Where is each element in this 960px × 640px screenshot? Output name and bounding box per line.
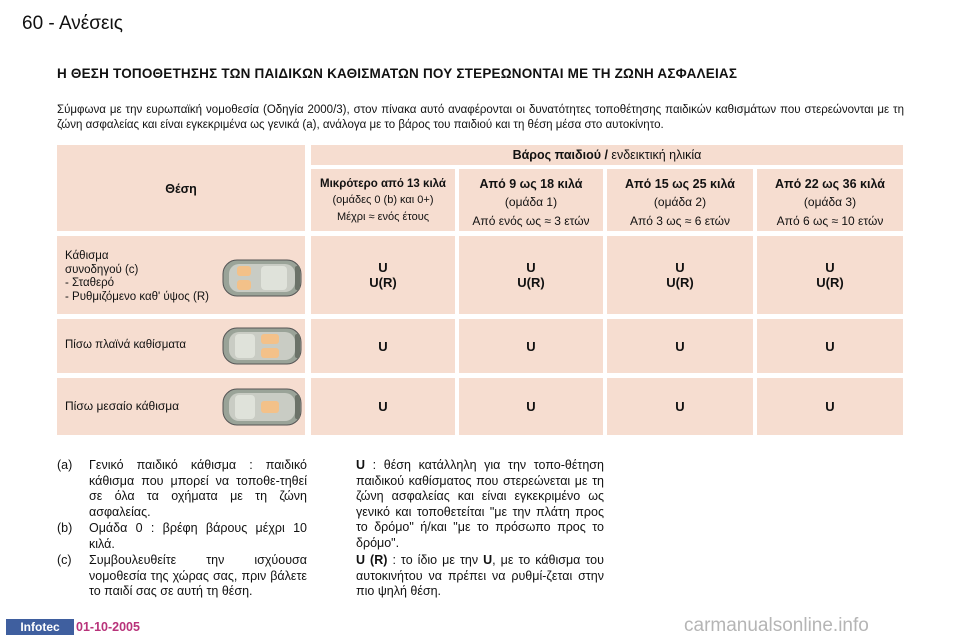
cell-value: U: [378, 338, 388, 354]
column-age: Από 6 ως ≈ 10 ετών: [776, 214, 884, 228]
column-header-0: [311, 169, 455, 231]
cell-value: U: [825, 338, 835, 354]
footnote-mark: (c): [57, 553, 72, 567]
legend-u-symbol: U: [356, 458, 366, 472]
column-title: Από 9 ως 18 κιλά: [479, 177, 583, 191]
footnote-mark: (b): [57, 521, 73, 535]
footer-date: 01-10-2005: [76, 620, 140, 634]
footnote-text: Συμβουλευθείτε την ισχύουσα νομοθεσία της χώρας σας, πριν βάλετε το παιδί σας σε αυτή τη θέση.: [89, 553, 307, 598]
section-title: Η ΘΕΣΗ ΤΟΠΟΘΕΤΗΣΗΣ ΤΩΝ ΠΑΙΔΙΚΩΝ ΚΑΘΙΣΜΑΤΩΝ ΠΟΥ ΣΤΕΡΕΩΝΟΝΤΑΙ ΜΕ ΤΗ ΖΩΝΗ ΑΣΦΑΛΕΙΑΣ: [57, 66, 738, 81]
column-group: (ομάδα 2): [653, 195, 707, 209]
legend-u-text: : θέση κατάλληλη για την τοπο-θέτηση παιδικού καθίσματος που στερεώνεται με τη ζώνη ασφαλείας και είναι εγκεκριμένο ως γενικό και τοποθετείται "με την πλάτη προς το δρόμο" ή/και "με το πρόσωπο προς το δρόμο".: [356, 458, 604, 550]
cell-rear-side-2: [607, 319, 753, 373]
cell-value-r: U(R): [816, 275, 844, 290]
car-front-seat-icon: [221, 256, 303, 300]
column-title: Από 22 ως 36 κιλά: [775, 177, 885, 191]
cell-rear-side-1: [459, 319, 603, 373]
car-rear-middle-seat-icon: [221, 385, 303, 429]
row-label-line: Πίσω μεσαίο κάθισμα: [65, 399, 180, 413]
row-label-line: Κάθισμα: [65, 250, 109, 262]
cell-value-r: U(R): [369, 275, 397, 290]
column-age: Μέχρι ≈ ενός έτους: [336, 211, 430, 223]
cell-front-passenger-3: [757, 236, 903, 314]
infotec-logo: Infotec: [6, 619, 74, 635]
column-group: (ομάδες 0 (b) και 0+): [332, 194, 434, 206]
column-header-3: [757, 169, 903, 231]
cell-value: U: [526, 399, 536, 414]
column-group: (ομάδα 3): [803, 195, 857, 209]
legend-ur-text-b: , με το κάθισμα του αυτοκινήτου να πρέπει να ρυθμί-ζεται στην πιο ψηλή θέση.: [356, 553, 604, 598]
weight-header-cell: [311, 145, 903, 165]
footnote-text: Γενικό παιδικό κάθισμα : παιδικό κάθισμα που μπορεί να τοποθε-τηθεί σε όλα τα οχήματα με τη ζώνη ασφαλείας.: [89, 458, 307, 519]
row-label-front-passenger: [57, 236, 305, 314]
cell-rear-middle-0: [311, 378, 455, 435]
cell-value-r: U(R): [666, 275, 694, 290]
cell-value: U: [378, 260, 388, 275]
row-label-line: - Σταθερό: [65, 277, 115, 289]
footnote-c: [57, 553, 307, 600]
cell-value: U: [825, 260, 835, 275]
cell-rear-middle-1: [459, 378, 603, 435]
cell-value-r: U(R): [517, 275, 545, 290]
cell-value: U: [675, 260, 685, 275]
cell-value: U: [675, 338, 685, 354]
position-header: Θέση: [165, 182, 197, 196]
cell-value: U: [526, 338, 536, 354]
legend-u: [356, 458, 604, 551]
cell-value: U: [526, 260, 536, 275]
cell-value: U: [378, 399, 388, 414]
cell-rear-middle-2: [607, 378, 753, 435]
row-label-line: συνοδηγού (c): [65, 263, 139, 276]
row-label-line: - Ρυθμιζόμενο καθ' ύψος (R): [65, 290, 209, 303]
legend-ur: [356, 553, 604, 600]
weight-header-bold: Βάρος παιδιού /: [512, 148, 608, 162]
column-group: (ομάδα 1): [504, 195, 558, 209]
column-age: Από ενός ως ≈ 3 ετών: [472, 214, 590, 228]
footnote-mark: (a): [57, 458, 73, 472]
cell-rear-middle-3: [757, 378, 903, 435]
legend: [356, 458, 604, 600]
column-title: Από 15 ως 25 κιλά: [625, 177, 735, 191]
row-label-rear-middle: [57, 378, 305, 435]
row-label-line: Πίσω πλαϊνά καθίσματα: [65, 339, 187, 351]
footnotes: [57, 458, 307, 601]
column-header-1: [459, 169, 603, 231]
weight-header-rest: ενδεικτική ηλικία: [611, 148, 702, 162]
column-age: Από 3 ως ≈ 6 ετών: [629, 214, 730, 228]
column-title: Μικρότερο από 13 κιλά: [320, 178, 446, 190]
footnote-text: Ομάδα 0 : βρέφη βάρους μέχρι 10 κιλά.: [89, 521, 307, 551]
intro-paragraph: Σύμφωνα με την ευρωπαϊκή νομοθεσία (Οδηγία 2000/3), στον πίνακα αυτό αναφέρονται οι δυνατότητες τοποθέτησης παιδικών καθισμάτων που στερεώνονται με τη ζώνη ασφαλείας και είναι εγκεκριμένα ως γενικά (a), ανάλογα με το βάρος του παιδιού και τη θέση μέσα στο αυτοκίνητο.: [57, 104, 904, 131]
watermark: carmanualsonline.info: [684, 615, 869, 636]
row-label-rear-side: [57, 319, 305, 373]
cell-value: U: [825, 399, 835, 414]
legend-ur-text-u: U: [483, 553, 493, 567]
legend-ur-symbol: U (R): [356, 553, 388, 567]
position-header-cell: [57, 145, 305, 231]
column-header-2: [607, 169, 753, 231]
cell-front-passenger-0: [311, 236, 455, 314]
page-header: 60 - Ανέσεις: [22, 13, 123, 34]
cell-rear-side-0: [311, 319, 455, 373]
cell-front-passenger-1: [459, 236, 603, 314]
cell-front-passenger-2: [607, 236, 753, 314]
cell-rear-side-3: [757, 319, 903, 373]
cell-value: U: [675, 399, 685, 414]
footnote-a: [57, 458, 307, 520]
footnote-b: [57, 521, 307, 552]
legend-ur-text-a: : το ίδιο με την: [392, 553, 479, 567]
car-rear-side-seats-icon: [221, 324, 303, 368]
